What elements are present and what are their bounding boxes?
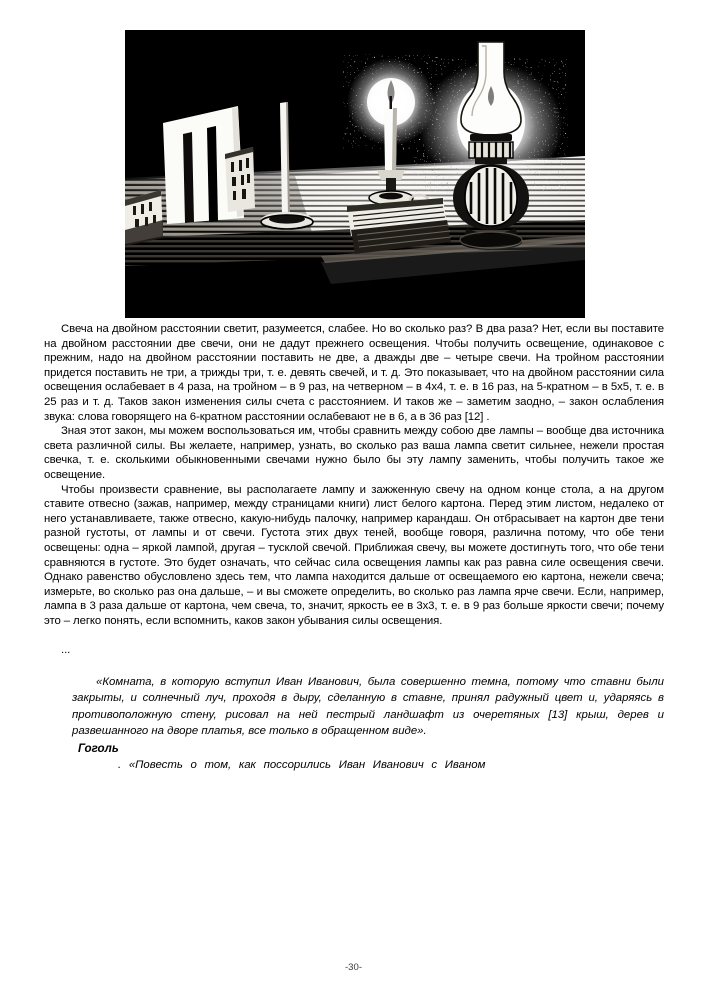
reservoir-ribs xyxy=(465,166,517,226)
quotation-text: «Комната, в которую вступил Иван Иванович, была совершенно темна, потому что ставни были закрыты, и солнечный луч, проходя в дыру, сделанную в ставне, принял радужный цвет и, ударяясь в противоположную стену, рисовал на ней пестрый ландшафт из очеретяных [13] крыш, дерев и развешанного на дворе платья, все только в обращенном виде». xyxy=(72,676,664,738)
burner-ribs xyxy=(469,142,513,158)
quotation-block xyxy=(44,674,664,773)
illustration-svg xyxy=(125,30,585,318)
book-stack-right xyxy=(225,147,255,212)
section-break: ... xyxy=(61,644,71,657)
paragraph-1: Свеча на двойном расстоянии светит, разумеется, слабее. Но во сколько раз? В два раза? Нет, если вы поставите на двойном расстоянии две свечи, они не дадут прежнего освещения. Чтобы получить освещение, одинаковое с прежним, надо на двойном расстоянии поставить не две, а дважды две – четыре свечи. На тройном расстоянии придется поставить не три, а трижды три, т. е. девять свечей, и т. д. Это показывает, что на двойном расстоянии сила освещения ослабевает в 4 раза, на тройном – в 9 раз, на четверном – в 4х4, т. е. в 16 раз, на 5-кратном – в 5х5, т. е. в 25 раз и т. д. Таков закон изменения силы счета с расстоянием. И таков же – заметим заодно, – закон ослабления звука: слова говорящего на 6-кратном расстоянии ослабевают не в 6, а в 36 раз [12] . xyxy=(44,323,664,423)
quotation-source: . «Повесть о том, как поссорились Иван Иванович с Иваном xyxy=(118,758,486,771)
paragraph-2: Зная этот закон, мы можем воспользоваться им, чтобы сравнить между собою две лампы – вообще два источника света различной силы. Вы желаете, например, узнать, во сколько раз ваша лампа светит сильнее, нежели простая свечка, т. е. сколькими обыкновенными свечами нужно было бы эту лампу заменить, чтобы получить такое же освещение. xyxy=(44,425,664,481)
page-number: -30- xyxy=(344,962,363,973)
quotation-author: Гоголь xyxy=(78,741,119,755)
figure-illustration xyxy=(125,30,585,318)
body-text xyxy=(44,322,664,773)
paragraph-3: Чтобы произвести сравнение, вы располагаете лампу и зажженную свечу на одном конце стола, а на другом ставите отвесно (зажав, например, между страницами книги) лист белого картона. Перед этим листом, недалеко от него устанавливаете, также отвесно, какую-нибудь палочку, например карандаш. Он отбрасывает на картон две тени разной густоты, от лампы и от свечи. Густота этих двух теней, вообще говоря, различна потому, что обе тени освещены: одна – яркой лампой, другая – тусклой свечой. Приближая свечу, вы можете достигнуть того, что обе тени сравняются в густоте. Это будет означать, что сейчас сила освещения лампы как раз равна силе освещения свечи. Однако равенство обусловлено здесь тем, что лампа находится дальше от освещаемого ею картона, нежели свеча; измерьте, во сколько раз она дальше, – и вы сможете определить, во сколько раз лампа ярче свечи. Если, например, лампа в 3 раза дальше от картона, чем свеча, то, значит, яркость ее в 3х3, т. е. в 9 раз больше яркости свечи; почему это – легко понять, если вспомнить, каков закон убывания силы освещения. xyxy=(44,483,664,627)
